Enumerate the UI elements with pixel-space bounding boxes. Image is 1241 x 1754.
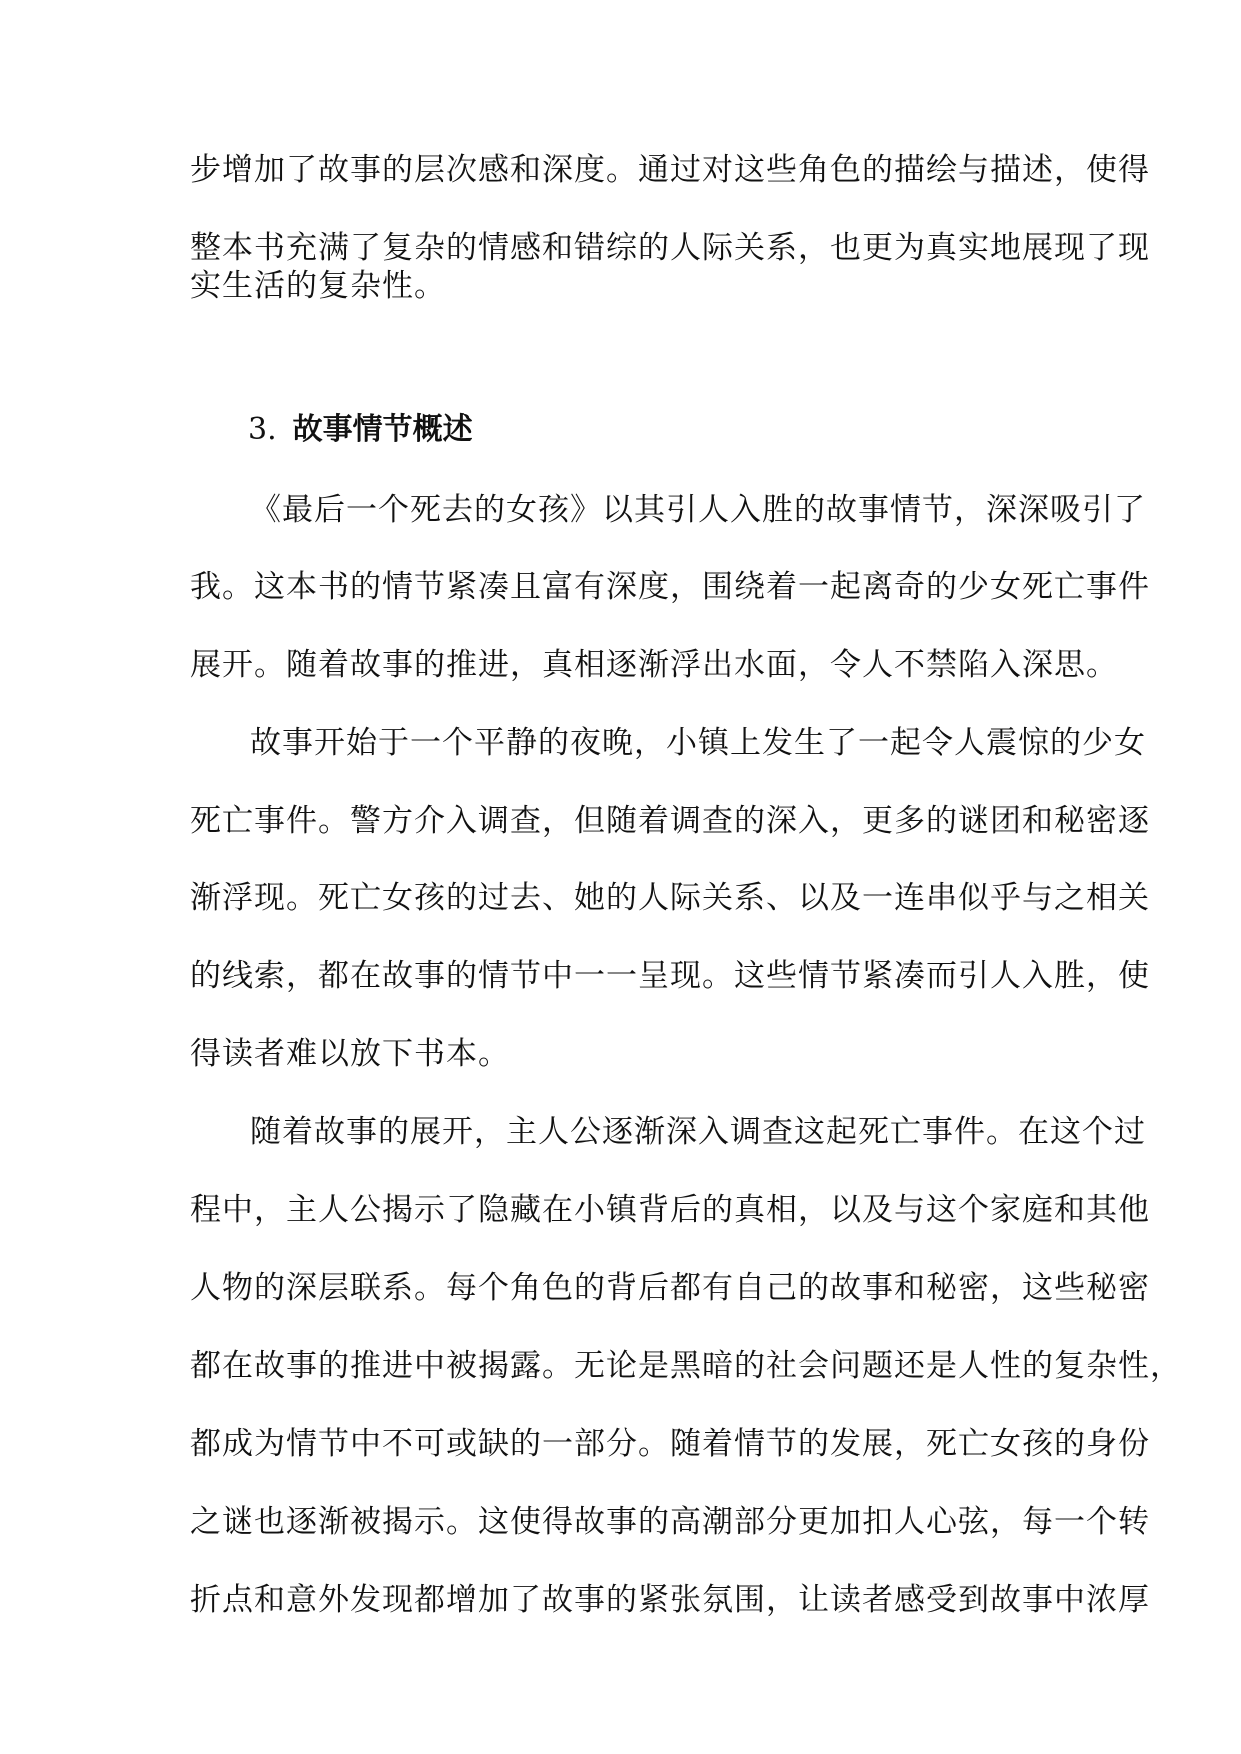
- text-line: 折点和意外发现都增加了故事的紧张氛围，让读者感受到故事中浓厚: [190, 1582, 1150, 1618]
- text-line: 都在故事的推进中被揭露。无论是黑暗的社会问题还是人性的复杂性，: [190, 1348, 1182, 1384]
- text-line: 得读者难以放下书本。: [190, 1036, 510, 1072]
- text-line: 人物的深层联系。每个角色的背后都有自己的故事和秘密，这些秘密: [190, 1270, 1150, 1306]
- text-line: 《最后一个死去的女孩》以其引人入胜的故事情节，深深吸引了: [250, 492, 1146, 528]
- text-line: 随着故事的展开，主人公逐渐深入调查这起死亡事件。在这个过: [250, 1114, 1146, 1150]
- text-line: 死亡事件。警方介入调查，但随着调查的深入，更多的谜团和秘密逐: [190, 803, 1150, 839]
- text-line: 都成为情节中不可或缺的一部分。随着情节的发展，死亡女孩的身份: [190, 1426, 1150, 1462]
- text-line: 之谜也逐渐被揭示。这使得故事的高潮部分更加扣人心弦，每一个转: [190, 1504, 1150, 1540]
- section-title: 故事情节概述: [292, 412, 473, 447]
- text-line: 步增加了故事的层次感和深度。通过对这些角色的描绘与描述，使得: [190, 152, 1150, 188]
- text-line: 程中，主人公揭示了隐藏在小镇背后的真相，以及与这个家庭和其他: [190, 1192, 1150, 1228]
- text-line: 故事开始于一个平静的夜晚，小镇上发生了一起令人震惊的少女: [250, 725, 1146, 761]
- text-line: 实生活的复杂性。: [190, 268, 446, 304]
- text-line: 的线索，都在故事的情节中一一呈现。这些情节紧凑而引人入胜，使: [190, 958, 1150, 994]
- text-line: 渐浮现。死亡女孩的过去、她的人际关系、以及一连串似乎与之相关: [190, 880, 1150, 916]
- text-line: 我。这本书的情节紧凑且富有深度，围绕着一起离奇的少女死亡事件: [190, 569, 1150, 605]
- section-number: 3.: [248, 412, 277, 447]
- text-line: 展开。随着故事的推进，真相逐渐浮出水面，令人不禁陷入深思。: [190, 647, 1118, 683]
- section-heading: [248, 410, 473, 450]
- text-line: 整本书充满了复杂的情感和错综的人际关系，也更为真实地展现了现: [190, 230, 1150, 266]
